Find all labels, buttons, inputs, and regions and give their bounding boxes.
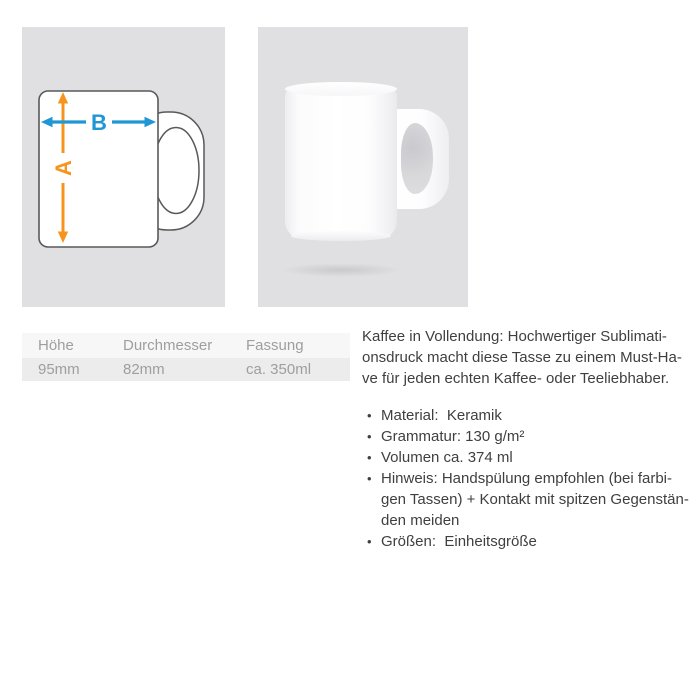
product-description bbox=[362, 326, 697, 552]
bullet-icon: • bbox=[367, 429, 372, 444]
feature-hinweis-line: Hinweis: Handspülung empfohlen (bei farbi- bbox=[381, 470, 672, 487]
mug-photo-handle-hole bbox=[401, 123, 433, 194]
mug-dimensions-diagram bbox=[22, 27, 225, 307]
mug-photo-thumbnail[interactable] bbox=[258, 27, 468, 307]
spec-header-hoehe: Höhe bbox=[38, 337, 74, 354]
mug-dimensions-thumbnail[interactable] bbox=[22, 27, 225, 307]
list-item bbox=[362, 447, 697, 468]
bullet-icon: • bbox=[367, 471, 372, 486]
bullet-icon: • bbox=[367, 408, 372, 423]
mug-photo bbox=[258, 27, 468, 307]
mug-photo-body bbox=[285, 87, 397, 239]
height-label: A bbox=[50, 160, 76, 176]
list-item bbox=[362, 468, 697, 531]
intro-line: Kaffee in Vollendung: Hochwertiger Sublimati- bbox=[362, 328, 667, 345]
spec-value-hoehe: 95mm bbox=[38, 361, 80, 378]
bullet-icon: • bbox=[367, 450, 372, 465]
feature-material: Material: Keramik bbox=[381, 407, 502, 424]
description-intro bbox=[362, 326, 697, 389]
mug-shadow bbox=[280, 263, 402, 277]
mug-handle-hole-outline bbox=[153, 128, 199, 214]
feature-groessen: Größen: Einheitsgröße bbox=[381, 533, 537, 550]
mug-photo-handle bbox=[391, 109, 449, 209]
spec-table-value-row bbox=[22, 358, 350, 381]
intro-line: ve für jeden echten Kaffee- oder Teeliebhaber. bbox=[362, 370, 670, 387]
spec-value-durchmesser: 82mm bbox=[123, 361, 165, 378]
list-item bbox=[362, 426, 697, 447]
list-item bbox=[362, 405, 697, 426]
feature-hinweis-line: den meiden bbox=[381, 512, 460, 529]
spec-header-fassung: Fassung bbox=[246, 337, 304, 354]
feature-grammatur: Grammatur: 130 g/m² bbox=[381, 428, 525, 445]
intro-line: onsdruck macht diese Tasse zu einem Must-Ha- bbox=[362, 349, 682, 366]
feature-list bbox=[362, 405, 697, 552]
width-label: B bbox=[91, 109, 107, 135]
spec-table-header-row bbox=[22, 333, 350, 358]
feature-hinweis-line: gen Tassen) + Kontakt mit spitzen Gegenstän- bbox=[381, 491, 689, 508]
spec-header-durchmesser: Durchmesser bbox=[123, 337, 213, 354]
spec-value-fassung: ca. 350ml bbox=[246, 361, 312, 378]
list-item bbox=[362, 531, 697, 552]
feature-volumen: Volumen ca. 374 ml bbox=[381, 449, 513, 466]
spec-table bbox=[22, 333, 350, 381]
bullet-icon: • bbox=[367, 534, 372, 549]
